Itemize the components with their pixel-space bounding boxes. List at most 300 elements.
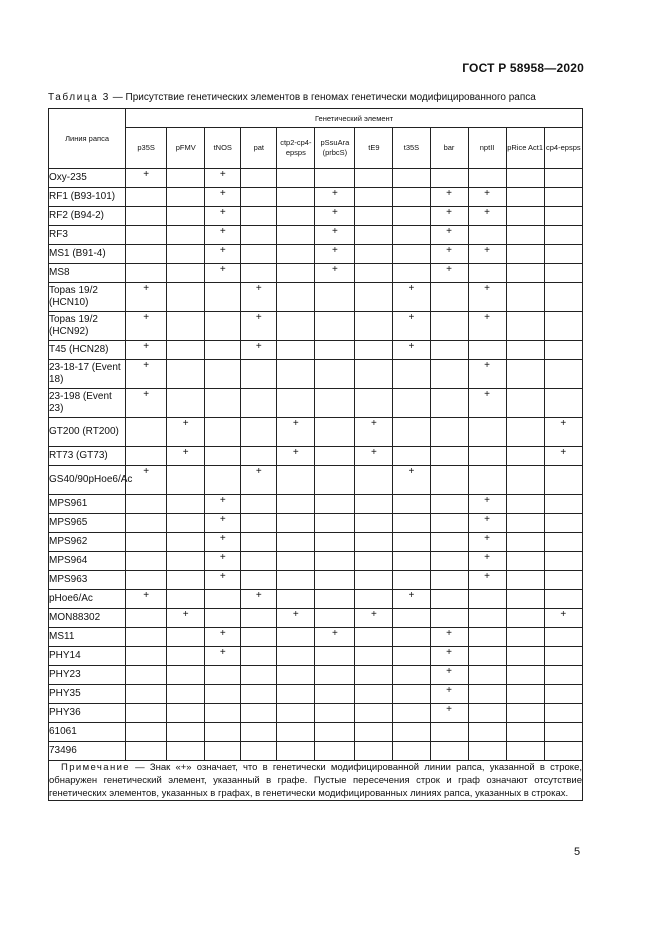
presence-cell (241, 704, 277, 723)
presence-cell (315, 723, 355, 742)
presence-cell (544, 264, 582, 283)
presence-cell (315, 514, 355, 533)
presence-cell (506, 742, 544, 761)
presence-cell (468, 341, 506, 360)
presence-cell (315, 283, 355, 312)
presence-cell: + (126, 590, 167, 609)
presence-cell (205, 666, 241, 685)
presence-cell (355, 590, 393, 609)
presence-cell (393, 571, 430, 590)
presence-cell (355, 389, 393, 418)
presence-cell (241, 666, 277, 685)
rapeseed-line-name: PHY36 (49, 704, 126, 723)
presence-cell (167, 590, 205, 609)
presence-cell (205, 590, 241, 609)
presence-cell (126, 514, 167, 533)
presence-cell: + (315, 245, 355, 264)
presence-cell (468, 226, 506, 245)
presence-cell (241, 245, 277, 264)
presence-cell (544, 466, 582, 495)
presence-cell (241, 552, 277, 571)
rapeseed-line-name: MS11 (49, 628, 126, 647)
rapeseed-line-name: MON88302 (49, 609, 126, 628)
presence-cell: + (430, 647, 468, 666)
presence-cell (393, 226, 430, 245)
presence-cell (167, 666, 205, 685)
presence-cell (468, 169, 506, 188)
presence-cell (506, 628, 544, 647)
column-header: pat (241, 128, 277, 169)
presence-cell (126, 188, 167, 207)
presence-cell (167, 466, 205, 495)
presence-cell: + (430, 704, 468, 723)
presence-cell: + (393, 283, 430, 312)
presence-cell (468, 418, 506, 447)
rapeseed-line-name: MS1 (B91-4) (49, 245, 126, 264)
presence-cell (468, 466, 506, 495)
presence-cell (544, 341, 582, 360)
table-row (49, 264, 583, 283)
rapeseed-line-name: Topas 19/2 (HCN92) (49, 312, 126, 341)
presence-cell (241, 169, 277, 188)
presence-cell (167, 341, 205, 360)
table-caption-text: — Присутствие генетических элементов в геномах генетически модифицированного рапса (109, 92, 536, 103)
presence-cell (544, 514, 582, 533)
presence-cell (393, 723, 430, 742)
presence-cell (544, 207, 582, 226)
presence-cell (241, 207, 277, 226)
presence-cell (430, 590, 468, 609)
presence-cell (355, 245, 393, 264)
presence-cell (468, 447, 506, 466)
presence-cell (205, 704, 241, 723)
presence-cell (430, 283, 468, 312)
presence-cell (277, 169, 315, 188)
rapeseed-line-name: Topas 19/2 (HCN10) (49, 283, 126, 312)
presence-cell (277, 628, 315, 647)
presence-cell: + (430, 207, 468, 226)
presence-cell (277, 533, 315, 552)
presence-cell (355, 723, 393, 742)
rapeseed-line-name: GT200 (RT200) (49, 418, 126, 447)
presence-cell: + (241, 312, 277, 341)
table-caption-label: Таблица 3 (48, 92, 110, 103)
presence-cell (544, 226, 582, 245)
presence-cell: + (468, 514, 506, 533)
presence-cell (126, 552, 167, 571)
presence-cell: + (315, 226, 355, 245)
presence-cell (506, 226, 544, 245)
rapeseed-line-name: GS40/90pHoe6/Ac (49, 466, 126, 495)
presence-cell (315, 590, 355, 609)
presence-cell (315, 312, 355, 341)
presence-cell (506, 571, 544, 590)
presence-cell (277, 207, 315, 226)
presence-cell (205, 723, 241, 742)
presence-cell (277, 226, 315, 245)
presence-cell: + (393, 466, 430, 495)
presence-cell (126, 609, 167, 628)
table-row (49, 360, 583, 389)
presence-cell (126, 495, 167, 514)
presence-cell (506, 495, 544, 514)
table-row (49, 283, 583, 312)
table-row (49, 226, 583, 245)
presence-cell (393, 685, 430, 704)
presence-cell (315, 418, 355, 447)
presence-cell: + (205, 533, 241, 552)
rapeseed-line-name: PHY14 (49, 647, 126, 666)
presence-cell (355, 360, 393, 389)
presence-cell (355, 466, 393, 495)
presence-cell: + (241, 341, 277, 360)
presence-cell (355, 704, 393, 723)
presence-cell (315, 666, 355, 685)
presence-cell: + (205, 628, 241, 647)
presence-cell (355, 188, 393, 207)
presence-cell: + (205, 207, 241, 226)
presence-cell (315, 447, 355, 466)
presence-cell (544, 685, 582, 704)
rapeseed-line-name: T45 (HCN28) (49, 341, 126, 360)
presence-cell (277, 590, 315, 609)
presence-cell: + (126, 466, 167, 495)
presence-cell (506, 169, 544, 188)
column-header: nptII (468, 128, 506, 169)
presence-cell (468, 704, 506, 723)
presence-cell (430, 495, 468, 514)
rapeseed-line-name: Oxy-235 (49, 169, 126, 188)
table-row (49, 666, 583, 685)
presence-cell (205, 418, 241, 447)
presence-cell: + (241, 466, 277, 495)
presence-cell: + (544, 609, 582, 628)
table-body (49, 169, 583, 761)
presence-cell: + (205, 514, 241, 533)
presence-cell (315, 704, 355, 723)
presence-cell (315, 571, 355, 590)
rapeseed-line-name: MS8 (49, 264, 126, 283)
presence-cell: + (355, 418, 393, 447)
presence-cell (506, 418, 544, 447)
presence-cell (544, 312, 582, 341)
group-header: Генетический элемент (126, 109, 583, 128)
rapeseed-line-name: RT73 (GT73) (49, 447, 126, 466)
presence-cell (315, 552, 355, 571)
presence-cell (126, 647, 167, 666)
presence-cell (544, 666, 582, 685)
presence-cell: + (277, 609, 315, 628)
presence-cell (393, 647, 430, 666)
presence-cell: + (430, 666, 468, 685)
presence-cell (167, 685, 205, 704)
presence-cell (430, 389, 468, 418)
table-row (49, 533, 583, 552)
presence-cell: + (167, 609, 205, 628)
presence-cell (430, 571, 468, 590)
presence-cell (544, 571, 582, 590)
presence-cell (315, 466, 355, 495)
presence-cell (430, 723, 468, 742)
presence-cell (277, 466, 315, 495)
presence-cell: + (393, 341, 430, 360)
presence-cell (506, 188, 544, 207)
column-header: cp4-epsps (544, 128, 582, 169)
presence-cell (544, 360, 582, 389)
presence-cell (241, 514, 277, 533)
column-header: bar (430, 128, 468, 169)
presence-cell (506, 552, 544, 571)
presence-cell (277, 723, 315, 742)
presence-cell (126, 571, 167, 590)
presence-cell: + (205, 245, 241, 264)
column-header: pFMV (167, 128, 205, 169)
presence-cell (277, 552, 315, 571)
table-row (49, 571, 583, 590)
presence-cell (167, 571, 205, 590)
presence-cell (393, 628, 430, 647)
presence-cell (277, 742, 315, 761)
presence-cell (393, 360, 430, 389)
presence-cell (468, 685, 506, 704)
presence-cell (468, 264, 506, 283)
table-row (49, 418, 583, 447)
presence-cell: + (126, 341, 167, 360)
presence-cell (315, 685, 355, 704)
rapeseed-line-name: PHY35 (49, 685, 126, 704)
presence-cell: + (126, 389, 167, 418)
table-row (49, 207, 583, 226)
presence-cell: + (430, 685, 468, 704)
corner-header: Линия рапса (49, 109, 126, 169)
table-row (49, 389, 583, 418)
presence-cell: + (167, 447, 205, 466)
table-row (49, 466, 583, 495)
presence-cell (205, 360, 241, 389)
presence-cell (506, 312, 544, 341)
presence-cell (205, 312, 241, 341)
presence-cell (506, 514, 544, 533)
presence-cell (430, 514, 468, 533)
presence-cell (167, 723, 205, 742)
presence-cell (315, 360, 355, 389)
presence-cell: + (205, 495, 241, 514)
presence-cell (241, 389, 277, 418)
presence-cell (544, 169, 582, 188)
table-row (49, 495, 583, 514)
presence-cell: + (468, 245, 506, 264)
presence-cell (506, 666, 544, 685)
presence-cell (277, 264, 315, 283)
presence-cell (393, 169, 430, 188)
presence-cell (430, 312, 468, 341)
presence-cell (241, 723, 277, 742)
presence-cell (430, 742, 468, 761)
presence-cell (126, 264, 167, 283)
presence-cell (205, 389, 241, 418)
presence-cell (241, 647, 277, 666)
presence-cell: + (205, 571, 241, 590)
presence-cell (393, 609, 430, 628)
presence-cell (167, 283, 205, 312)
presence-cell (355, 628, 393, 647)
presence-cell: + (126, 360, 167, 389)
table-row (49, 447, 583, 466)
presence-cell: + (241, 590, 277, 609)
table-row (49, 514, 583, 533)
presence-cell: + (544, 418, 582, 447)
presence-cell (167, 704, 205, 723)
presence-cell (393, 552, 430, 571)
presence-cell (126, 685, 167, 704)
presence-cell: + (205, 264, 241, 283)
presence-cell (167, 647, 205, 666)
presence-cell (167, 226, 205, 245)
presence-cell (167, 312, 205, 341)
presence-cell (506, 447, 544, 466)
rapeseed-line-name: 73496 (49, 742, 126, 761)
presence-cell: + (355, 447, 393, 466)
presence-cell (544, 188, 582, 207)
presence-cell (506, 264, 544, 283)
presence-cell (205, 609, 241, 628)
presence-cell (126, 666, 167, 685)
presence-cell (205, 447, 241, 466)
presence-cell (277, 341, 315, 360)
presence-cell (393, 188, 430, 207)
presence-cell (277, 283, 315, 312)
table-row (49, 704, 583, 723)
presence-cell (506, 207, 544, 226)
presence-cell (126, 723, 167, 742)
genetic-elements-table (48, 108, 583, 801)
presence-cell (241, 533, 277, 552)
presence-cell (167, 514, 205, 533)
rapeseed-line-name: RF2 (B94-2) (49, 207, 126, 226)
presence-cell (393, 742, 430, 761)
presence-cell (277, 514, 315, 533)
presence-cell (506, 685, 544, 704)
presence-cell (430, 533, 468, 552)
presence-cell (126, 533, 167, 552)
presence-cell: + (315, 264, 355, 283)
presence-cell: + (468, 533, 506, 552)
presence-cell: + (167, 418, 205, 447)
note-text: — Знак «+» означает, что в генетически модифицированной линии рапса, указанной в строке, обнаружен генетический элемент, указанный в графе. Пустые пересечения строк и граф означают отсутствие генетических элементов, указанных в графах, в генетически модифицированных линиях рапса, указанных в строках. (49, 762, 582, 799)
presence-cell: + (315, 188, 355, 207)
presence-cell (506, 704, 544, 723)
presence-cell (430, 609, 468, 628)
column-header: tNOS (205, 128, 241, 169)
presence-cell (167, 169, 205, 188)
presence-cell (277, 389, 315, 418)
presence-cell (241, 447, 277, 466)
rapeseed-line-name: MPS962 (49, 533, 126, 552)
presence-cell (355, 264, 393, 283)
table-row (49, 609, 583, 628)
presence-cell (241, 226, 277, 245)
presence-cell (205, 466, 241, 495)
presence-cell (544, 495, 582, 514)
table-row (49, 312, 583, 341)
column-header: t35S (393, 128, 430, 169)
presence-cell (355, 666, 393, 685)
presence-cell (430, 447, 468, 466)
presence-cell (355, 533, 393, 552)
presence-cell (126, 245, 167, 264)
presence-cell: + (126, 169, 167, 188)
rapeseed-line-name: MPS964 (49, 552, 126, 571)
table-row (49, 341, 583, 360)
presence-cell (393, 666, 430, 685)
page-number: 5 (574, 846, 581, 858)
presence-cell (393, 207, 430, 226)
presence-cell: + (468, 312, 506, 341)
presence-cell: + (315, 207, 355, 226)
presence-cell (241, 418, 277, 447)
presence-cell (126, 704, 167, 723)
presence-cell (126, 226, 167, 245)
presence-cell (506, 590, 544, 609)
presence-cell (315, 647, 355, 666)
presence-cell (544, 389, 582, 418)
presence-cell: + (393, 312, 430, 341)
presence-cell (167, 389, 205, 418)
presence-cell (393, 245, 430, 264)
presence-cell (241, 495, 277, 514)
table-note (49, 761, 583, 801)
presence-cell (355, 742, 393, 761)
presence-cell (355, 571, 393, 590)
table-row (49, 742, 583, 761)
table-row (49, 552, 583, 571)
presence-cell (544, 704, 582, 723)
presence-cell (506, 723, 544, 742)
table-row (49, 245, 583, 264)
presence-cell (430, 466, 468, 495)
rapeseed-line-name: PHY23 (49, 666, 126, 685)
rapeseed-line-name: 61061 (49, 723, 126, 742)
presence-cell: + (205, 188, 241, 207)
presence-cell: + (468, 207, 506, 226)
presence-cell (241, 685, 277, 704)
presence-cell (126, 447, 167, 466)
table-row (49, 169, 583, 188)
presence-cell: + (241, 283, 277, 312)
presence-cell (544, 723, 582, 742)
presence-cell: + (205, 552, 241, 571)
presence-cell (544, 628, 582, 647)
presence-cell (393, 495, 430, 514)
presence-cell: + (205, 226, 241, 245)
presence-cell (506, 609, 544, 628)
presence-cell: + (468, 360, 506, 389)
presence-cell (393, 389, 430, 418)
table-row (49, 188, 583, 207)
presence-cell (355, 341, 393, 360)
rapeseed-line-name: MPS965 (49, 514, 126, 533)
presence-cell (241, 628, 277, 647)
note-label: Примечание (61, 762, 130, 773)
presence-cell (241, 264, 277, 283)
presence-cell: + (430, 264, 468, 283)
presence-cell: + (126, 312, 167, 341)
presence-cell (241, 360, 277, 389)
presence-cell (167, 628, 205, 647)
presence-cell (315, 742, 355, 761)
presence-cell (393, 704, 430, 723)
presence-cell: + (126, 283, 167, 312)
